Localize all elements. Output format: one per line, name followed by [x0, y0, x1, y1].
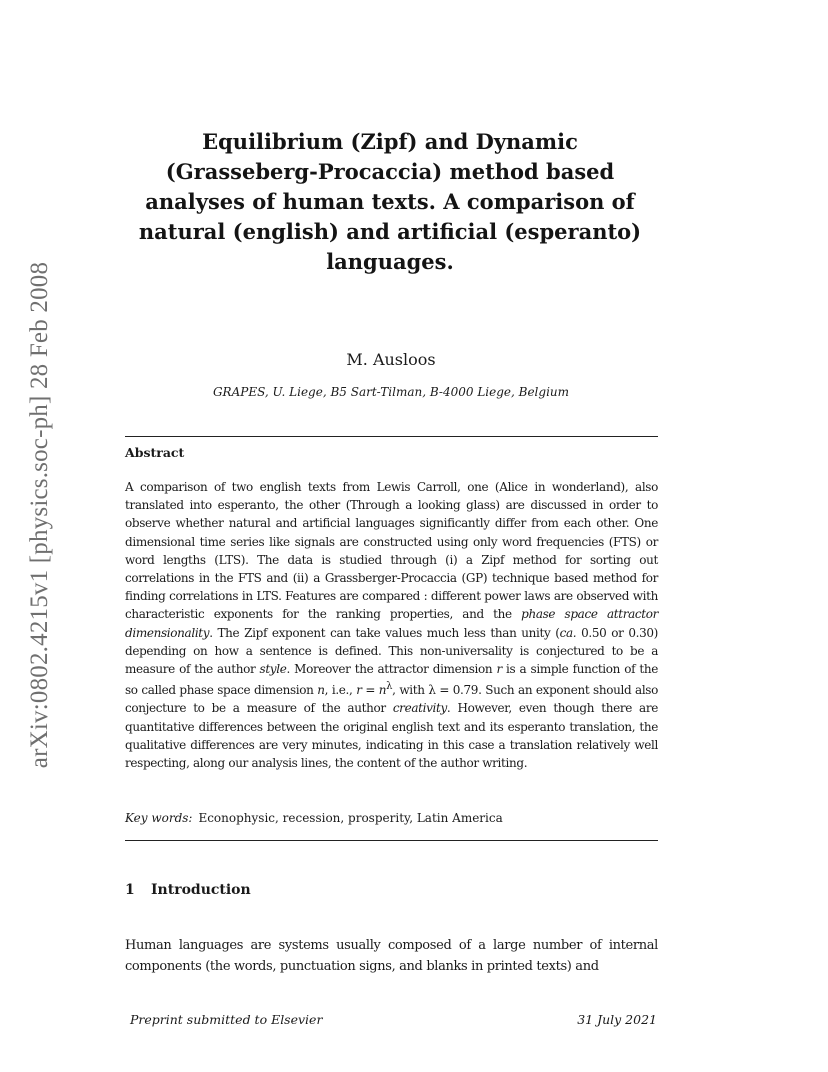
abstract-top-rule — [125, 436, 658, 437]
abstract-bottom-rule — [125, 840, 658, 841]
abstract-math-variable: n — [317, 683, 325, 698]
abstract-math-exponent: λ — [386, 681, 393, 693]
arxiv-identifier-stamp — [20, 255, 60, 775]
abstract-emphasis: style — [259, 662, 287, 677]
section-heading-introduction — [125, 882, 251, 898]
author-affiliation: GRAPES, U. Liege, B5 Sart-Tilman, B-4000 Liege, Belgium — [212, 385, 570, 399]
abstract-segment: . However, even though there are quantitative differences between the original english text and its esperanto translation, the qualitative differences are very minutes, indicating in this case a translation relatively well respecting, along our analysis lines, the content of the author writing. — [125, 701, 658, 771]
abstract-math-formula: r = n — [356, 683, 387, 698]
keywords-label: Key words: — [125, 811, 193, 825]
keywords-line — [125, 811, 503, 825]
abstract-paragraph — [125, 478, 658, 772]
section-title: Introduction — [151, 882, 251, 898]
abstract-segment: is a simple function of the so called phase space dimension — [125, 662, 658, 698]
paper-title: Equilibrium (Zipf) and Dynamic (Grasseberg-Procaccia) method based analyses of human texts. A comparison of natural (english) and artificial (esperanto) languages. — [138, 129, 642, 274]
abstract-segment: , with λ = 0.79. Such an exponent should also conjecture to be a measure of the author — [125, 683, 658, 716]
introduction-text: Human languages are systems usually composed of a large number of internal components (the words, punctuation signs, and blanks in printed texts) and — [125, 938, 658, 974]
abstract-math-variable: r — [496, 662, 502, 677]
abstract-segment: . The Zipf exponent can take values much less than unity ( — [209, 625, 560, 640]
abstract-segment: , i.e., — [324, 683, 357, 698]
section-number: 1 — [125, 882, 135, 898]
abstract-segment: A comparison of two english texts from Lewis Carroll, one (Alice in wonderland), also translated into esperanto, the other (Through a looking glass) are discussed in order to observe whether natural and artificial languages significantly differ from each other. One dimensional time series like signals are constructed using only word frequencies (FTS) or word lengths (LTS). The data is studied through (i) a Zipf method for sorting out correlations in the FTS and (ii) a Grassberger-Procaccia (GP) technique based method for finding correlations in LTS. Features are compared : different power laws are observed with characteristic exponents for the ranking properties, and the — [125, 480, 658, 622]
footer-preprint-note: Preprint submitted to Elsevier — [130, 1012, 323, 1027]
abstract-heading: Abstract — [125, 445, 185, 460]
abstract-text — [125, 478, 658, 772]
arxiv-identifier-text: arXiv:0802.4215v1 [physics.soc-ph] 28 Feb 2008 — [26, 261, 53, 769]
abstract-segment: 0.50 or 0.30) depending on how a sentence is defined. This non-universality is conjectured to be a measure of the author — [125, 625, 658, 677]
abstract-emphasis: phase space attractor dimensionality — [125, 607, 658, 640]
abstract-emphasis: creativity — [392, 701, 447, 716]
abstract-segment: . Moreover the attractor dimension — [286, 662, 497, 677]
footer-date: 31 July 2021 — [577, 1012, 657, 1027]
keywords-value: Econophysic, recession, prosperity, Latin America — [198, 811, 503, 825]
author-name: M. Ausloos — [346, 350, 436, 369]
abstract-emphasis: ca. — [559, 625, 577, 640]
